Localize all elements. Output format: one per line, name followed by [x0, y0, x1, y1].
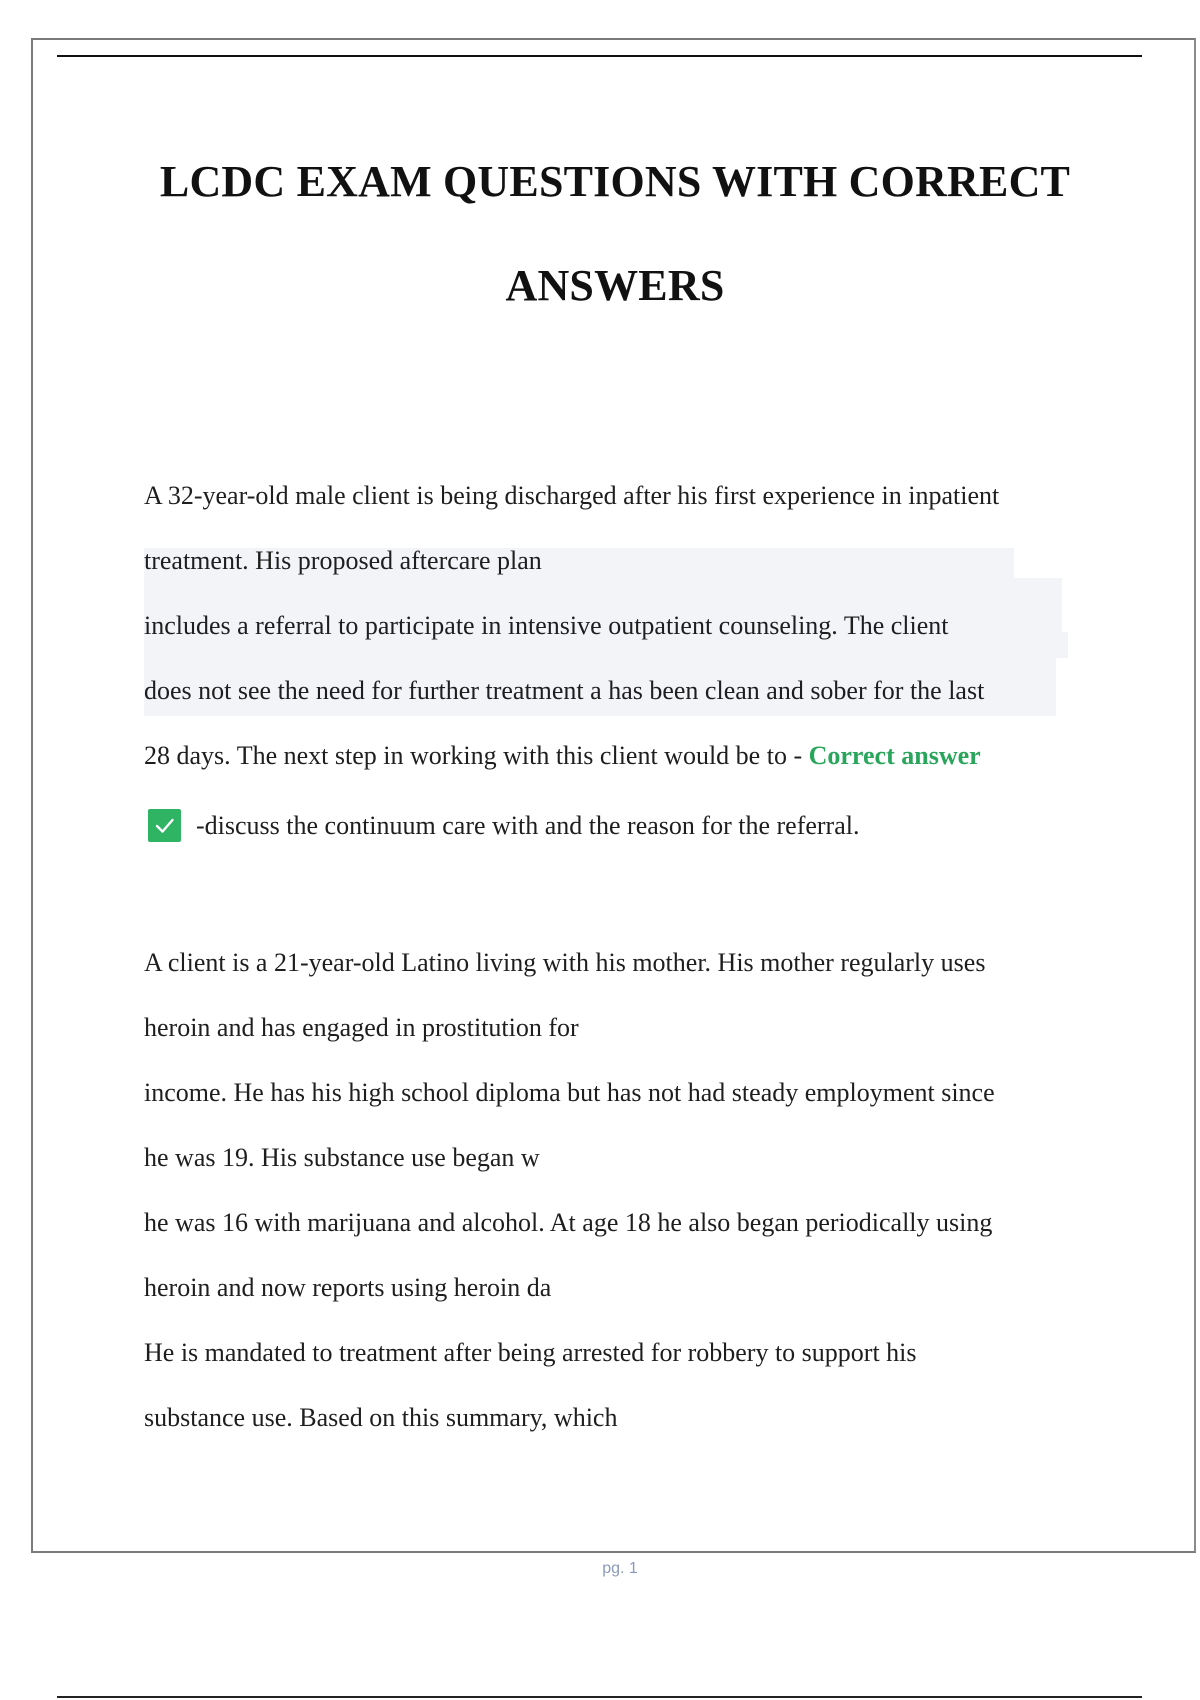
bottom-rule — [57, 1696, 1142, 1698]
document-title — [60, 130, 1170, 338]
question-line: A 32-year-old male client is being discharged after his first experience in inpatient — [144, 481, 1000, 510]
top-rule — [57, 55, 1142, 57]
question-line-with-answer-label — [144, 739, 981, 773]
question-line: heroin and now reports using heroin da — [144, 1273, 552, 1302]
question-line: income. He has his high school diploma but has not had steady employment since — [144, 1078, 995, 1107]
question-line: he was 16 with marijuana and alcohol. At age 18 he also began periodically using — [144, 1208, 993, 1237]
answer-text: -discuss the continuum care with and the reason for the referral. — [196, 811, 860, 840]
question-line: he was 19. His substance use began w — [144, 1143, 540, 1172]
title-line-1: LCDC EXAM QUESTIONS WITH CORRECT — [159, 157, 1071, 206]
question-line: heroin and has engaged in prostitution for — [144, 1013, 579, 1042]
question-line: 28 days. The next step in working with this client would be to - — [144, 741, 809, 770]
correct-answer-label: Correct answer — [808, 741, 981, 770]
question-line: does not see the need for further treatment a has been clean and sober for the last — [144, 676, 985, 705]
check-icon — [148, 809, 181, 842]
title-line-2: ANSWERS — [505, 261, 725, 310]
question-line: includes a referral to participate in intensive outpatient counseling. The client — [144, 611, 949, 640]
question-line: substance use. Based on this summary, which — [144, 1403, 618, 1432]
page-number: pg. 1 — [602, 1560, 638, 1577]
question-line: treatment. His proposed aftercare plan — [144, 546, 542, 575]
question-line: A client is a 21-year-old Latino living with his mother. His mother regularly uses — [144, 948, 986, 977]
question-line: He is mandated to treatment after being arrested for robbery to support his — [144, 1338, 917, 1367]
